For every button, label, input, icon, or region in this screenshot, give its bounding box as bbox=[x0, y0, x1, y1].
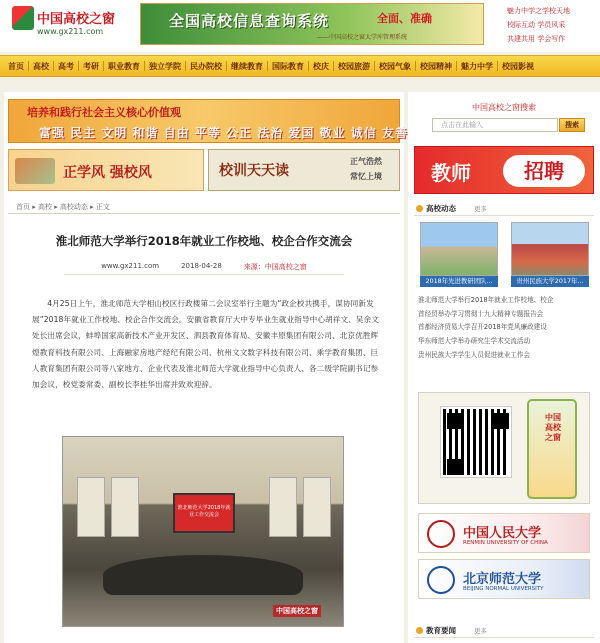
sidebar bbox=[408, 92, 600, 643]
values-banner[interactable] bbox=[8, 99, 408, 143]
study-style-banner[interactable] bbox=[8, 149, 204, 191]
nav-item-highschool[interactable]: 魅力中学 bbox=[461, 61, 493, 71]
photo-window bbox=[77, 477, 105, 537]
nav-item-video[interactable]: 校园影视 bbox=[502, 61, 534, 71]
header-banner[interactable] bbox=[140, 3, 484, 45]
photo-window bbox=[303, 477, 331, 537]
article-site[interactable]: www.gx211.com bbox=[101, 262, 160, 270]
university-banner-ruc[interactable] bbox=[418, 513, 590, 553]
motto-text: 校训天天读 bbox=[219, 163, 289, 179]
university-seal-icon bbox=[427, 566, 455, 594]
news-thumbnail[interactable] bbox=[420, 222, 498, 276]
nav-item-travel[interactable]: 校园旅游 bbox=[338, 61, 370, 71]
nav-item-kaoyan[interactable]: 考研 bbox=[83, 61, 99, 71]
logo-icon bbox=[12, 6, 34, 30]
header-links bbox=[507, 4, 597, 46]
article-photo bbox=[62, 436, 344, 627]
nav-item-continuing[interactable]: 继续教育 bbox=[231, 61, 263, 71]
header-link[interactable]: 共建共用 学会写作 bbox=[507, 35, 566, 43]
bullet-icon bbox=[416, 205, 423, 212]
university-name-en: RENMIN UNIVERSITY OF CHINA bbox=[463, 540, 548, 546]
divider bbox=[8, 213, 400, 214]
banner-slogan: 全面、准确 bbox=[377, 12, 432, 25]
news-link[interactable]: 首都经济贸易大学召开2018年党风廉政建设 bbox=[418, 323, 547, 332]
values-banner-title: 培养和践行社会主义核心价值观 bbox=[27, 106, 181, 119]
calligraphy-line: 常忆上境 bbox=[350, 172, 382, 181]
qr-promo[interactable] bbox=[418, 392, 590, 504]
article-paragraph: 4月25日上午，淮北师范大学相山校区行政楼第二会议室举行主题为“政企校共携手，谋协同新发展”2018年就业工作校地、校企合作交流会。安徽省教育厅大中专毕业生就业指导中心胡祥文、吴余文处长出席会议，蚌埠国家高新技术产业开发区、泗县教育体育局、安徽丰原集团有限公司、北京优胜辉煌教育科技有限公司、上海融家房地产经纪有限公司、杭州文文数字科技有限公司、乘学教育集团、巨人教育集团有限公司等八家地方、企业代表及淮北师范大学就业指导中心负责人、各二级学院副书记参加会议，校党委常委、副校长李桂华出席并致欢迎辞。 bbox=[32, 299, 379, 390]
calligraphy bbox=[337, 154, 395, 188]
site-logo[interactable] bbox=[12, 6, 130, 42]
phone-text: 中国高校之窗 bbox=[545, 413, 561, 442]
section-title: 高校动态 bbox=[426, 204, 456, 213]
photo-watermark: 中国高校之窗 bbox=[273, 605, 321, 617]
recruit-text: 教师 bbox=[431, 161, 471, 185]
news-link[interactable]: 华东师范大学举办研究生学术交流活动 bbox=[418, 337, 531, 346]
section-title: 教育要闻 bbox=[426, 626, 456, 635]
article-title: 淮北师范大学举行2018年就业工作校地、校企合作交流会 bbox=[55, 234, 353, 248]
divider bbox=[64, 274, 344, 275]
news-thumbnail[interactable] bbox=[511, 222, 589, 276]
thumbnail-caption[interactable]: 2018年先进教研团队... bbox=[420, 276, 498, 287]
header-link[interactable]: 魅力中学之学校天地 bbox=[507, 7, 570, 15]
photo-screen bbox=[173, 493, 235, 533]
news-section-header bbox=[414, 202, 594, 216]
photo-window bbox=[111, 477, 139, 537]
more-link[interactable]: 更多 bbox=[474, 205, 487, 213]
university-banner-bnu[interactable] bbox=[418, 559, 590, 599]
nav-item-home[interactable]: 首页 bbox=[8, 61, 24, 71]
nav-item-anniversary[interactable]: 校庆 bbox=[313, 61, 329, 71]
article-date: 2018-04-28 bbox=[181, 262, 222, 270]
phone-icon bbox=[527, 399, 577, 499]
thumbnail-caption[interactable]: 贵州民族大学2017年... bbox=[511, 276, 589, 287]
article-meta bbox=[4, 262, 404, 272]
search-button[interactable]: 搜索 bbox=[559, 118, 585, 132]
search-title: 中国高校之窗搜索 bbox=[472, 103, 536, 112]
news-list bbox=[418, 294, 594, 363]
teacher-recruit-banner[interactable] bbox=[414, 146, 594, 194]
recruit-text: 招聘 bbox=[503, 155, 585, 187]
banner-subtitle: ——中国高校之窗大学库管理系统 bbox=[317, 34, 408, 41]
header-link[interactable]: 校际互动 学员风采 bbox=[507, 21, 566, 29]
photo-window bbox=[269, 477, 297, 537]
article-source: 来源：中国高校之窗 bbox=[243, 263, 307, 271]
news-link[interactable]: 淮北师范大学举行2018年就业工作校地、校企 bbox=[418, 296, 554, 304]
nav-item-spirit[interactable]: 校园精神 bbox=[420, 61, 452, 71]
banner-title: 全国高校信息查询系统 bbox=[169, 12, 330, 30]
nav-item-vocational[interactable]: 职业教育 bbox=[108, 61, 140, 71]
nav-item-weather[interactable]: 校园气象 bbox=[379, 61, 411, 71]
site-header bbox=[0, 0, 600, 52]
study-style-text: 正学风 强校风 bbox=[63, 165, 152, 181]
more-link[interactable]: 更多 bbox=[474, 627, 487, 635]
nav-item-gaokao[interactable]: 高考 bbox=[58, 61, 74, 71]
photo-screen-text: 淮北师范大学2018年就业工作交流会 bbox=[177, 505, 231, 518]
motto-banner[interactable] bbox=[208, 149, 400, 191]
nav-item-independent[interactable]: 独立学院 bbox=[149, 61, 181, 71]
news-link[interactable]: 贵州民族大学学生人员促进就业工作会 bbox=[418, 350, 531, 359]
university-name: 北京师范大学 bbox=[463, 572, 542, 587]
bullet-icon bbox=[416, 627, 423, 634]
news-link[interactable]: 首经贸举办学习贯彻十九大精神专题报告会 bbox=[418, 309, 544, 318]
university-name: 中国人民大学 bbox=[463, 526, 542, 541]
breadcrumb[interactable]: 首页 ▸ 高校 ▸ 高校动态 ▸ 正文 bbox=[16, 203, 110, 211]
values-banner-text: 富强 民主 文明 和谐 自由 平等 公正 法治 爱国 敬业 诚信 友善 bbox=[39, 126, 408, 140]
nav-item-universities[interactable]: 高校 bbox=[33, 61, 49, 71]
university-seal-icon bbox=[427, 520, 455, 548]
nav-item-international[interactable]: 国际教育 bbox=[272, 61, 304, 71]
main-nav bbox=[0, 55, 600, 77]
search-input[interactable]: 点击在此输入 bbox=[432, 118, 558, 132]
banner-illustration bbox=[15, 158, 55, 184]
photo-table bbox=[103, 555, 303, 595]
main-column bbox=[4, 92, 408, 643]
logo-url: www.gx211.com bbox=[37, 27, 104, 36]
calligraphy-line: 正气浩然 bbox=[350, 157, 382, 166]
edu-news-section-header bbox=[414, 624, 594, 638]
university-name-en: BEIJING NORMAL UNIVERSITY bbox=[463, 586, 544, 592]
logo-text: 中国高校之窗 bbox=[37, 12, 116, 27]
article-body bbox=[32, 296, 384, 393]
nav-item-private[interactable]: 民办院校 bbox=[190, 61, 222, 71]
qr-code-icon bbox=[441, 407, 511, 477]
